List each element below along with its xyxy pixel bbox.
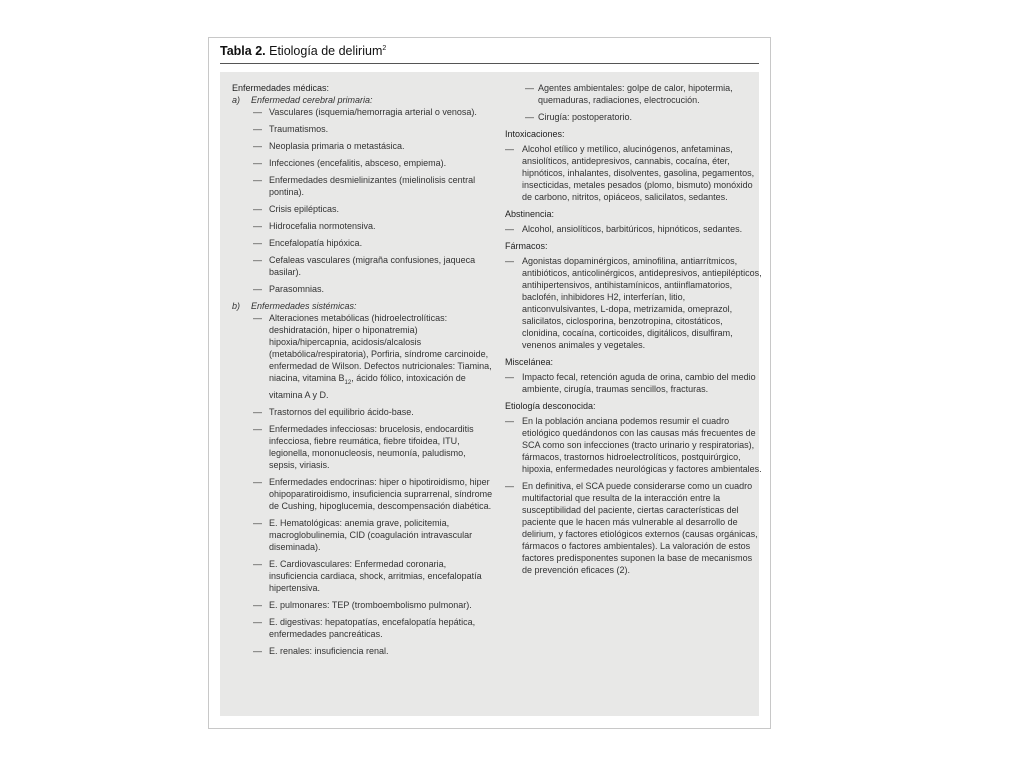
list-item <box>232 599 494 611</box>
dash-bullet: — <box>505 416 514 426</box>
subsection-a: a) Enfermedad cerebral primaria: <box>232 95 373 105</box>
list-item <box>505 371 763 395</box>
left-column <box>232 82 494 662</box>
list-item-text: E. Hematológicas: anemia grave, policitemia, macroglobulinemia, CID (coagulación intravascular diseminada). <box>269 517 473 552</box>
list-item <box>505 255 763 351</box>
section-heading-farmacos: Fármacos: <box>505 241 548 251</box>
dash-bullet: — <box>525 83 534 93</box>
dash-bullet: — <box>525 112 534 122</box>
list-cerebral-primaria <box>232 106 494 295</box>
list-item: — Alteraciones metabólicas (hidroelectrolíticas: deshidratación, hiper o hiponatremia) hipoxia/hipercapnia, acidosis/alcalosis (metabólica/respiratoria), Porfiria, síndrome carcinoide, enfermedad de Wilson. Defectos nutricionales: Tiamina, niacina, vitamina $B_{12}$, ácido fólico, intoxicación de vitamina A y D. <box>253 313 492 400</box>
list-abstinencia <box>505 223 763 235</box>
list-item-text: Alcohol etílico y metílico, alucinógenos, anfetaminas, ansiolíticos, antidepresivos, cannabis, cocaína, éter, hipnóticos, inhalantes, disolventes, gasolina, pegamentos, insecticidas, metales pesados (plomo, bismuto) monóxido de carbono, nitritos, opiáceos, salicilatos, sedantes. <box>522 144 755 202</box>
title-rule <box>220 63 759 64</box>
list-item-text: Enfermedades infecciosas: brucelosis, endocarditis infecciosa, fiebre reumática, fiebre tifoidea, ITU, legionella, mononucleosis, neumonía, paludismo, sepsis, viriasis. <box>269 423 474 470</box>
table-card <box>208 37 771 729</box>
list-item-text: Neoplasia primaria o metastásica. <box>269 141 405 151</box>
list-item-text: Traumatismos. <box>269 124 329 134</box>
list-item-text: Impacto fecal, retención aguda de orina, cambio del medio ambiente, cirugía, traumas sencillos, fracturas. <box>522 372 756 394</box>
list-item-text: Cirugía: postoperatorio. <box>538 112 633 122</box>
list-item <box>232 123 494 135</box>
list-item-text: Alcohol, ansiolíticos, barbitúricos, hipnóticos, sedantes. <box>522 224 743 234</box>
list-item <box>232 203 494 215</box>
list-item-text: E. Cardiovasculares: Enfermedad coronaria, insuficiencia cardiaca, shock, arritmias, encefalopatía hipertensiva. <box>269 558 482 593</box>
list-item <box>505 223 763 235</box>
list-item-text: Hidrocefalia normotensiva. <box>269 221 376 231</box>
dash-bullet: — <box>505 256 514 266</box>
list-item <box>232 616 494 640</box>
list-item <box>505 111 763 123</box>
section-heading-etiologia-desconocida: Etiología desconocida: <box>505 401 596 411</box>
table-caption: Etiología de delirium <box>269 44 383 58</box>
dash-bullet: — <box>253 476 262 487</box>
list-item-text: Enfermedades endocrinas: hiper o hipotiroidismo, hiper ohipoparatiroidismo, insuficiencia suprarrenal, síndrome de Cushing, hipoglucemia, descompensación diabética. <box>269 476 493 511</box>
dash-bullet: — <box>253 423 262 434</box>
list-item <box>505 415 763 475</box>
table-caption-ref: 2 <box>382 44 387 52</box>
dash-bullet: — <box>253 107 262 117</box>
subsection-b: b) Enfermedades sistémicas: <box>232 301 357 311</box>
section-heading-intoxicaciones: Intoxicaciones: <box>505 129 565 139</box>
list-continuacion <box>505 82 763 123</box>
table-body <box>220 72 762 716</box>
section-heading-enfermedades-medicas: Enfermedades médicas: <box>232 83 330 93</box>
list-item <box>232 174 494 198</box>
list-item <box>505 82 763 106</box>
list-item-text: E. digestivas: hepatopatías, encefalopatía hepática, enfermedades pancreáticas. <box>269 616 476 639</box>
dash-bullet: — <box>253 284 262 294</box>
dash-bullet: — <box>253 141 262 151</box>
list-item <box>232 423 494 471</box>
dash-bullet: — <box>253 616 262 627</box>
list-item <box>232 140 494 152</box>
list-item-text: E. renales: insuficiencia renal. <box>269 645 389 656</box>
table-number: Tabla 2. <box>220 44 266 58</box>
dash-bullet: — <box>253 558 262 569</box>
list-item <box>232 220 494 232</box>
section-heading-abstinencia: Abstinencia: <box>505 209 555 219</box>
list-item-text: Trastornos del equilibrio ácido-base. <box>269 406 414 417</box>
list-item-text: Agentes ambientales: golpe de calor, hipotermia, quemaduras, radiaciones, electrocución. <box>538 83 733 105</box>
dash-bullet: — <box>253 599 262 610</box>
list-item <box>232 517 494 553</box>
list-item <box>232 645 494 657</box>
dash-bullet: — <box>253 175 262 185</box>
list-item-text: Encefalopatía hipóxica. <box>269 238 363 248</box>
list-item <box>505 480 763 576</box>
list-item <box>232 558 494 594</box>
list-farmacos <box>505 255 763 351</box>
list-sistemicas <box>232 406 494 657</box>
dash-bullet: — <box>253 204 262 214</box>
list-item-text: En la población anciana podemos resumir el cuadro etiológico quedándonos con las causas más frecuentes de SCA como son infecciones (tracto urinario y respiratorias), fármacos, trastornos hidroelectrolíticos, postquirúrgico, hipoxia, enfermedades neurológicas y factores ambientales. <box>522 416 762 474</box>
table-title <box>220 44 386 58</box>
right-column <box>505 82 763 581</box>
list-item <box>232 254 494 278</box>
list-item <box>232 106 494 118</box>
dash-bullet: — <box>505 224 514 234</box>
dash-bullet: — <box>505 372 514 382</box>
list-miscelanea <box>505 371 763 395</box>
dash-bullet: — <box>253 221 262 231</box>
list-item <box>232 157 494 169</box>
dash-bullet: — <box>505 481 514 491</box>
list-item-text: Vasculares (isquemia/hemorragia arterial o venosa). <box>269 107 477 117</box>
list-item-text: Parasomnias. <box>269 284 325 294</box>
list-item <box>232 406 494 418</box>
list-item-text: E. pulmonares: TEP (tromboembolismo pulmonar). <box>269 599 472 610</box>
list-item-text: Crisis epilépticas. <box>269 204 340 214</box>
section-heading-miscelanea: Miscelánea: <box>505 357 554 367</box>
dash-bullet: — <box>505 144 514 154</box>
dash-bullet: — <box>253 406 262 417</box>
list-item-text: Enfermedades desmielinizantes (mielinolisis central pontina). <box>269 175 476 197</box>
list-item-text: Agonistas dopaminérgicos, aminofilina, antiarrítmicos, antibióticos, anticolinérgicos, antidepresivos, antiepilépticos, antihipertensivos, antihistamínicos, antiinflamatorios, baclofén, inhibidores H2, interferían, litio, anticonvulsivantes, L-dopa, metrizamida, omeprazol, salicilatos, ciclosporina, benzotropina, citostáticos, clonidina, cocaína, corticoides, digitálicos, disulfiram, venenos animales y vegetales. <box>522 256 762 350</box>
list-item <box>232 283 494 295</box>
list-item <box>232 237 494 249</box>
dash-bullet: — <box>253 124 262 134</box>
list-intoxicaciones <box>505 143 763 203</box>
dash-bullet: — <box>253 255 262 265</box>
dash-bullet: — <box>253 517 262 528</box>
list-item-text: Cefaleas vasculares (migraña confusiones, jaqueca basilar). <box>269 255 476 277</box>
dash-bullet: — <box>253 158 262 168</box>
list-item-text: En definitiva, el SCA puede considerarse como un cuadro multifactorial que resulta de la interacción entre la susceptibilidad del paciente, ciertas características del paciente que le hacen más vulnerable al desarrollo de delirium, y factores etiológicos externos (causas orgánicas, fármacos o factores ambientales). La valoración de estos factores predisponentes suponen la base de mecanismos de prevención eficaces (2). <box>522 481 758 575</box>
dash-bullet: — <box>253 645 262 656</box>
dash-bullet: — <box>253 238 262 248</box>
list-item <box>232 476 494 512</box>
list-item-text: Infecciones (encefalitis, absceso, empiema). <box>269 158 447 168</box>
list-item <box>505 143 763 203</box>
list-etiologia-desconocida <box>505 415 763 576</box>
